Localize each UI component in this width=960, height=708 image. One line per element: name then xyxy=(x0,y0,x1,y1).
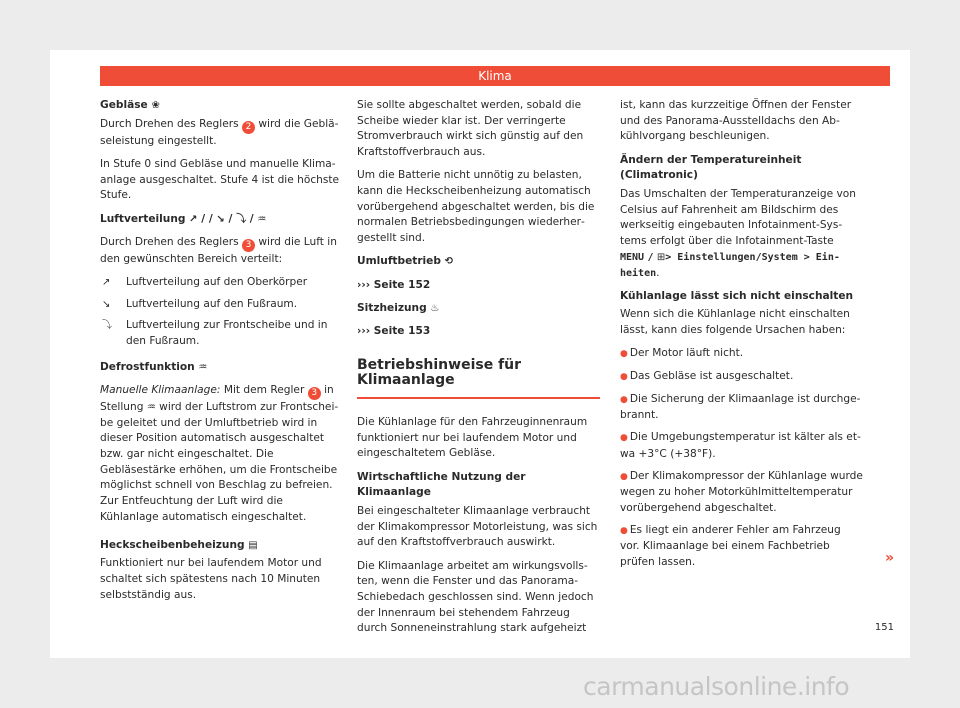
heading-heckscheibe: Heckscheibenbeheizung xyxy=(100,538,245,551)
paragraph: Funktioniert nur bei laufendem Motor und schaltet sich spätestens nach 10 Minuten selbstständig aus. xyxy=(100,557,322,601)
section-title: Betriebshinweise für Klimaanlage xyxy=(357,358,600,399)
list-item: ↘ Luftverteilung auf den Fußraum. xyxy=(100,297,340,313)
menu-button-label: MENU xyxy=(620,251,645,263)
paragraph: Durch Drehen des Reglers 2 wird die Gebläseleistung eingestellt. xyxy=(100,117,339,147)
bullet-icon: ● xyxy=(620,349,628,360)
bullet-icon: ● xyxy=(620,525,628,536)
defrost-icon: ♒ xyxy=(198,361,208,373)
paragraph: Um die Batterie nicht unnötig zu belasten, kann die Heckscheibenheizung automatisch vorübergehend abgeschaltet werden, bis die normalen Betriebsbedingungen wiederhergestellt sind. xyxy=(357,169,595,245)
defrost-icon: ♒ xyxy=(146,401,156,413)
heading-geblaese: Gebläse xyxy=(100,99,148,111)
heading-umluft: Umluftbetrieb xyxy=(357,255,441,268)
paragraph: Bei eingeschalteter Klimaanlage verbraucht der Klimakompressor Motorleistung, was sich auf den Kraftstoffverbrauch auswirkt. xyxy=(357,505,598,549)
heading-luftverteilung: Luftverteilung xyxy=(100,212,186,225)
paragraph: Wenn sich die Kühlanlage nicht einschalten lässt, kann dies folgende Ursachen haben: xyxy=(620,308,850,337)
paragraph: Manuelle Klimaanlage: Mit dem Regler 3 in Stellung ♒ wird der Luftstrom zur Frontscheibe geleitet und der Umluftbetrieb wird in dieser Position automatisch ausgeschaltet bzw. gar nicht eingeschaltet. Die Gebläsestärke erhöhen, um die Frontscheibe möglichst schnell von Beschlag zu befreien. Zur Entfeuchtung der Luft wird die Kühlanlage automatisch eingeschaltet. xyxy=(100,383,339,523)
air-footwell-icon: ↘ xyxy=(102,298,111,310)
seat-heating-icon: ♨ xyxy=(430,302,440,314)
list-item: ⤵ Luftverteilung zur Frontscheibe und in den Fußraum. xyxy=(100,318,340,349)
callout-number: 3 xyxy=(242,239,255,252)
list-item: ● Die Sicherung der Klimaanlage ist durchgebrannt. xyxy=(620,392,861,422)
column-right xyxy=(620,98,863,577)
list-item: ● Das Gebläse ist ausgeschaltet. xyxy=(620,370,794,383)
paragraph: Das Umschalten der Temperaturanzeige von Celsius auf Fahrenheit am Bildschirm des werkseitig eingebauten Infotainment-Systems erfolgt über die Infotainment-Taste MENU / ⊞> Einstellungen/System > Einheiten. xyxy=(620,188,856,279)
paragraph: Die Klimaanlage arbeitet am wirkungsvollsten, wenn die Fenster und das Panorama-Schiebedach geschlossen sind. Wenn jedoch der Innenraum bei stehendem Fahrzeug durch Sonneneinstrahlung stark aufgeheizt xyxy=(357,559,594,635)
list-item: ● Es liegt ein anderer Fehler am Fahrzeug vor. Klimaanlage bei einem Fachbetrieb prüfen lassen. xyxy=(620,523,841,569)
rear-window-heating-icon: ▤ xyxy=(248,539,258,551)
air-upper-body-icon: ↗ xyxy=(102,276,111,288)
air-upper-body-icon: ↗ xyxy=(189,213,198,225)
bullet-icon: ● xyxy=(620,433,628,444)
paragraph: Durch Drehen des Reglers 3 wird die Luft in den gewünschten Bereich verteilt: xyxy=(100,235,337,265)
paragraph: Sie sollte abgeschaltet werden, sobald die Scheibe wieder klar ist. Der verringerte Stromverbrauch wirkt sich günstig auf den Kraftstoffverbrauch aus. xyxy=(357,99,584,159)
column-middle xyxy=(357,98,600,637)
recirculation-icon: ⟲ xyxy=(444,256,454,268)
list-item: ● Der Klimakompressor der Kühlanlage wurde wegen zu hoher Motorkühlmitteltemperatur vorübergehend abgeschaltet. xyxy=(620,469,863,514)
manual-page xyxy=(50,50,910,658)
callout-number: 3 xyxy=(308,387,321,400)
continued-marker: » xyxy=(884,550,894,566)
callout-number: 2 xyxy=(242,121,255,134)
chapter-header: Klima xyxy=(100,66,890,86)
heading-defrost: Defrostfunktion xyxy=(100,360,195,373)
heading-wirtschaftlich: Wirtschaftliche Nutzung der Klimaanlage xyxy=(357,470,526,499)
page-reference: ››› Seite 153 xyxy=(357,324,431,337)
bullet-icon: ● xyxy=(620,372,628,383)
list-item: ● Die Umgebungstemperatur ist kälter als etwa +3°C (+38°F). xyxy=(620,431,861,460)
heading-kuehlanlage: Kühlanlage lässt sich nicht einschalten xyxy=(620,289,854,302)
air-windscreen-footwell-icon: ⤵ xyxy=(102,320,112,332)
heading-temperatureinheit: Ändern der Temperatureinheit (Climatronic) xyxy=(620,153,802,182)
defrost-icon: ♒ xyxy=(257,213,267,225)
bullet-icon: ● xyxy=(620,471,628,482)
paragraph: Die Kühlanlage für den Fahrzeuginnenraum funktioniert nur bei laufendem Motor und eingeschaltetem Gebläse. xyxy=(357,416,588,460)
page-number: 151 xyxy=(874,622,894,633)
list-item: ● Der Motor läuft nicht. xyxy=(620,347,744,360)
bullet-icon: ● xyxy=(620,394,628,405)
paragraph: In Stufe 0 sind Gebläse und manuelle Klimaanlage ausgeschaltet. Stufe 4 ist die höchste Stufe. xyxy=(100,157,340,202)
grid-menu-icon: ⊞ xyxy=(656,251,666,263)
paragraph: ist, kann das kurzzeitige Öffnen der Fenster und des Panorama-Ausstelldachs den Abkühlvorgang beschleunigen. xyxy=(620,99,852,143)
fan-icon: ❀ xyxy=(151,100,160,111)
column-left: Gebläse ❀ Durch Drehen des Reglers 2 wird die Gebläseleistung eingestellt. In Stufe 0 sind Gebläse und manuelle Klimaanlage ausgeschaltet. Stufe 4 ist die höchste Stufe. Luftverteilung ↗ / / ↘ / ⤵ / ♒ Durch Drehen des Reglers 3 wird die Luft in den gewünschten Bereich verteilt: ↗ Luftverteilung auf den Oberkörper ↘ Luftverteilung auf den Fußraum. ⤵ Luftverteilung zur Frontscheibe und in den Fußraum. Defrostfunktion ♒ Manuelle Klimaanlage: Mit dem Regler 3 in Stellung ♒ wird der Luftstrom zur Frontscheibe geleitet und der Umluftbetrieb wird in dieser Position automatisch ausgeschaltet bzw. gar nicht eingeschaltet. Die Gebläsestärke erhöhen, um die Frontscheibe möglichst schnell von Beschlag zu befreien. Zur Entfeuchtung der Luft wird die Kühlanlage automatisch eingeschaltet. Heckscheibenbeheizung ▤ Funktioniert nur bei laufendem Motor und schaltet sich spätestens nach 10 Minuten selbstständig aus. xyxy=(100,98,340,603)
list-item: ↗ Luftverteilung auf den Oberkörper xyxy=(100,275,340,291)
air-windscreen-footwell-icon: ⤵ xyxy=(236,213,247,225)
watermark: carmanualsonline.info xyxy=(583,672,850,701)
menu-path: > Einstellungen/System > Einheiten xyxy=(620,251,840,279)
heading-sitzheizung: Sitzheizung xyxy=(357,301,427,314)
page-reference: ››› Seite 152 xyxy=(357,278,431,291)
air-footwell-icon: ↘ xyxy=(216,213,225,225)
